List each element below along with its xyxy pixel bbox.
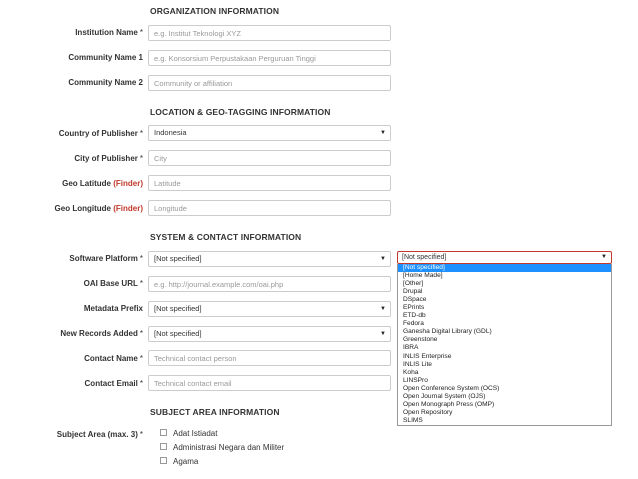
checkbox[interactable] [160, 443, 167, 450]
city-label: City of Publisher * [74, 154, 143, 163]
dropdown-option[interactable]: [Not specified] [398, 264, 611, 272]
dropdown-option[interactable]: EPrints [403, 304, 425, 312]
dropdown-option[interactable]: Open Journal System (OJS) [403, 392, 486, 400]
metadata-prefix-label: Metadata Prefix [83, 304, 143, 313]
metadata-prefix-value: [Not specified] [154, 304, 202, 313]
oai-base-url-label: OAI Base URL * [83, 279, 143, 288]
geo-latitude-label: Geo Latitude (Finder) [62, 179, 143, 188]
new-records-added-select[interactable] [148, 326, 391, 342]
section-organization-title: ORGANIZATION INFORMATION [150, 6, 280, 16]
caret-down-icon: ▼ [380, 256, 386, 262]
dropdown-option[interactable]: [Home Made] [403, 272, 443, 280]
geo-longitude-input[interactable] [148, 200, 391, 216]
dropdown-option[interactable]: INLIS Enterprise [403, 352, 452, 360]
dropdown-selected-value: [Not specified] [402, 254, 447, 261]
latitude-finder-link[interactable]: (Finder) [113, 179, 143, 188]
dropdown-option[interactable]: Open Conference System (OCS) [403, 384, 500, 392]
software-platform-value: [Not specified] [154, 254, 202, 263]
community-name-1-label: Community Name 1 [68, 53, 143, 62]
city-input[interactable] [148, 150, 391, 166]
checkbox[interactable] [160, 457, 167, 464]
section-location-title: LOCATION & GEO-TAGGING INFORMATION [150, 107, 331, 117]
dropdown-option[interactable]: [Other] [403, 280, 424, 288]
new-records-added-value: [Not specified] [154, 329, 202, 338]
geo-longitude-label: Geo Longitude (Finder) [54, 204, 143, 213]
new-records-added-label: New Records Added * [60, 329, 143, 338]
dropdown-option[interactable]: Ganesha Digital Library (GDL) [403, 328, 492, 336]
country-select-value: Indonesia [154, 128, 187, 137]
checkbox-label: Adat Istiadat [173, 429, 218, 438]
dropdown-option[interactable]: Open Monograph Press (OMP) [403, 400, 495, 408]
software-platform-select[interactable] [148, 251, 391, 267]
software-platform-dropdown[interactable] [397, 251, 612, 426]
institution-name-input[interactable] [148, 25, 391, 41]
country-label: Country of Publisher * [58, 129, 143, 138]
contact-email-input[interactable] [148, 375, 391, 391]
software-platform-label: Software Platform * [69, 254, 143, 263]
dropdown-option[interactable]: ETD-db [403, 312, 426, 320]
caret-down-icon: ▼ [380, 306, 386, 312]
caret-down-icon: ▼ [601, 254, 607, 260]
checkbox-label: Agama [173, 457, 199, 466]
caret-down-icon: ▼ [380, 331, 386, 337]
caret-down-icon: ▼ [380, 130, 386, 136]
oai-base-url-input[interactable] [148, 276, 391, 292]
subject-area-label: Subject Area (max. 3) * [56, 430, 143, 439]
dropdown-option[interactable]: DSpace [403, 296, 427, 304]
dropdown-options-list [397, 264, 612, 426]
dropdown-option[interactable]: Open Repository [403, 408, 453, 416]
contact-name-label: Contact Name * [84, 354, 143, 363]
dropdown-option[interactable]: IBRA [403, 344, 419, 352]
contact-email-label: Contact Email * [84, 379, 143, 388]
dropdown-option[interactable]: Drupal [403, 288, 423, 296]
subject-checkbox-row[interactable] [160, 457, 198, 466]
dropdown-option[interactable]: Koha [403, 368, 419, 376]
dropdown-option[interactable]: SLIMS [403, 416, 423, 424]
contact-name-input[interactable] [148, 350, 391, 366]
longitude-finder-link[interactable]: (Finder) [113, 204, 143, 213]
dropdown-option[interactable]: Greenstone [403, 336, 438, 344]
checkbox[interactable] [160, 429, 167, 436]
subject-checkbox-row[interactable] [160, 429, 217, 438]
subject-checkbox-row[interactable] [160, 443, 284, 452]
section-subject-title: SUBJECT AREA INFORMATION [150, 407, 280, 417]
community-name-1-input[interactable] [148, 50, 391, 66]
institution-name-label: Institution Name * [75, 28, 143, 37]
geo-latitude-input[interactable] [148, 175, 391, 191]
dropdown-option[interactable]: LINSPro [403, 376, 428, 384]
dropdown-header[interactable] [397, 251, 612, 264]
checkbox-label: Administrasi Negara dan Militer [173, 443, 285, 452]
metadata-prefix-select[interactable] [148, 301, 391, 317]
section-system-title: SYSTEM & CONTACT INFORMATION [150, 232, 302, 242]
country-select[interactable] [148, 125, 391, 141]
dropdown-option[interactable]: Fedora [403, 320, 424, 328]
dropdown-option[interactable]: INLIS Lite [403, 360, 432, 368]
community-name-2-label: Community Name 2 [68, 78, 143, 87]
community-name-2-input[interactable] [148, 75, 391, 91]
